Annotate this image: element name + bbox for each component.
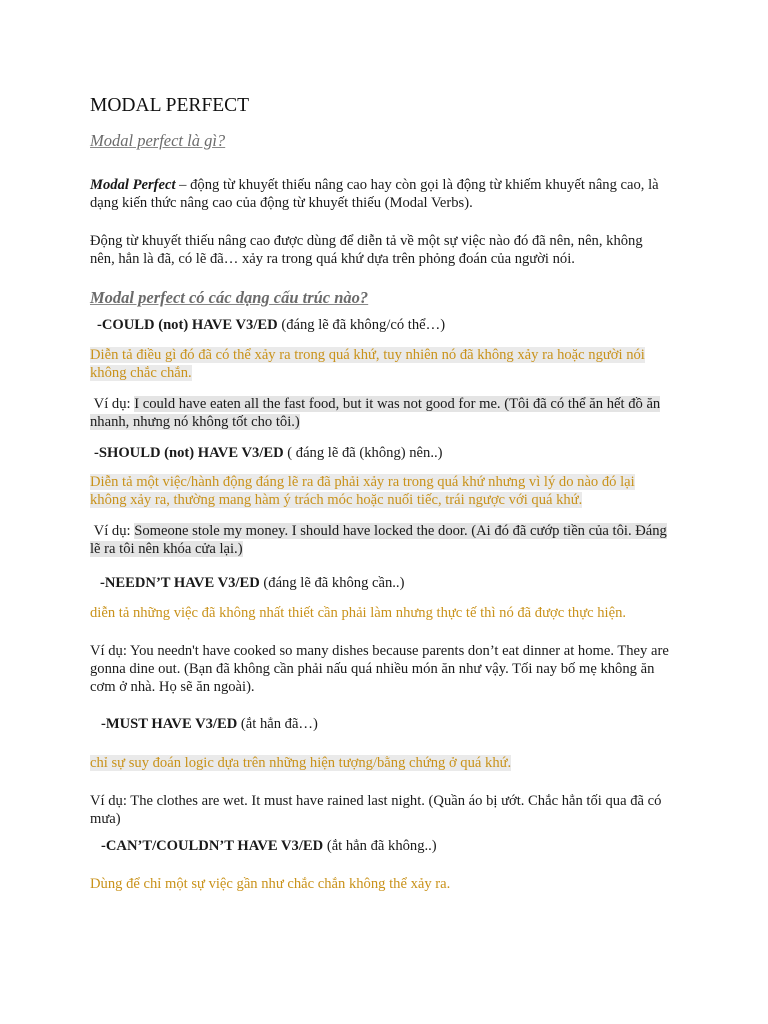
- section-heading-what-is: Modal perfect là gì?: [90, 131, 226, 150]
- section-heading-structures: Modal perfect có các dạng cấu trúc nào?: [90, 288, 369, 307]
- form-should-example-text: Someone stole my money. I should have locked the door. (Ai đó đã cướp tiền của tôi. Đáng lẽ ra tôi nên khóa cửa lại.): [90, 523, 667, 557]
- form-should-description: Diễn tả một việc/hành động đáng lẽ ra đã phải xảy ra trong quá khứ nhưng vì lý do nào đó lại không xảy ra, thường mang hàm ý trách móc hoặc nuối tiếc, trái ngược với quá khứ.: [90, 474, 635, 508]
- term-modal-perfect: Modal Perfect: [90, 177, 176, 193]
- form-must-gloss: (ắt hẳn đã…): [237, 716, 318, 732]
- form-should-formula: -SHOULD (not) HAVE V3/ED: [94, 445, 284, 461]
- form-must-description: chỉ sự suy đoán logic dựa trên những hiện tượng/bằng chứng ở quá khứ.: [90, 755, 512, 771]
- form-heading-neednt: [100, 574, 680, 592]
- intro-paragraph-1: [90, 176, 670, 212]
- form-heading-cant: [101, 837, 681, 855]
- form-neednt-gloss: (đáng lẽ đã không cần..): [259, 575, 405, 591]
- example-label: Ví dụ:: [93, 396, 135, 412]
- intro-paragraph-2: Động từ khuyết thiếu nâng cao được dùng để diễn tả về một sự việc nào đó đã nên, nên, không nên, hẳn là đã, có lẽ đã… xảy ra trong quá khứ dựa trên phỏng đoán của người nói.: [90, 233, 643, 267]
- form-could-description: Diễn tả điều gì đó đã có thể xảy ra trong quá khứ, tuy nhiên nó đã không xảy ra hoặc người nói không chắc chắn.: [90, 347, 645, 381]
- form-neednt-formula: -NEEDN’T HAVE V3/ED: [100, 575, 260, 591]
- form-could-gloss: (đáng lẽ đã không/có thể…): [277, 317, 446, 333]
- form-cant-description: Dùng để chỉ một sự việc gần như chắc chắn không thể xảy ra.: [90, 876, 451, 892]
- form-must-formula: -MUST HAVE V3/ED: [101, 716, 238, 732]
- example-label: Ví dụ:: [93, 523, 135, 539]
- form-heading-must: [101, 715, 681, 733]
- form-could-example: [90, 395, 670, 431]
- form-cant-gloss: (ắt hẳn đã không..): [323, 838, 437, 854]
- form-heading-could: [97, 316, 677, 334]
- form-should-example: [90, 522, 670, 558]
- form-could-formula: -COULD (not) HAVE V3/ED: [97, 317, 278, 333]
- form-neednt-example: Ví dụ: You needn't have cooked so many dishes because parents don’t eat dinner at home. They are gonna dine out. (Bạn đã không cần phải nấu quá nhiều món ăn như vậy. Tối nay bố mẹ không ăn cơm ở nhà. Họ sẽ ăn ngoài).: [90, 643, 669, 695]
- form-must-example: Ví dụ: The clothes are wet. It must have rained last night. (Quần áo bị ướt. Chắc hẳn tối qua đã có mưa): [90, 793, 662, 827]
- page-title: MODAL PERFECT: [90, 95, 250, 116]
- intro-definition: – động từ khuyết thiếu nâng cao hay còn gọi là động từ khiếm khuyết nâng cao, là dạng kiến thức nâng cao của động từ khuyết thiếu (Modal Verbs).: [90, 177, 659, 211]
- form-could-example-text: I could have eaten all the fast food, but it was not good for me. (Tôi đã có thể ăn hết đồ ăn nhanh, nhưng nó không tốt cho tôi.): [90, 396, 661, 430]
- form-neednt-description: diễn tả những việc đã không nhất thiết cần phải làm nhưng thực tế thì nó đã được thực hiện.: [90, 605, 627, 621]
- form-should-gloss: ( đáng lẽ đã (không) nên..): [283, 445, 443, 461]
- form-heading-should: [94, 444, 674, 462]
- form-cant-formula: -CAN’T/COULDN’T HAVE V3/ED: [101, 838, 324, 854]
